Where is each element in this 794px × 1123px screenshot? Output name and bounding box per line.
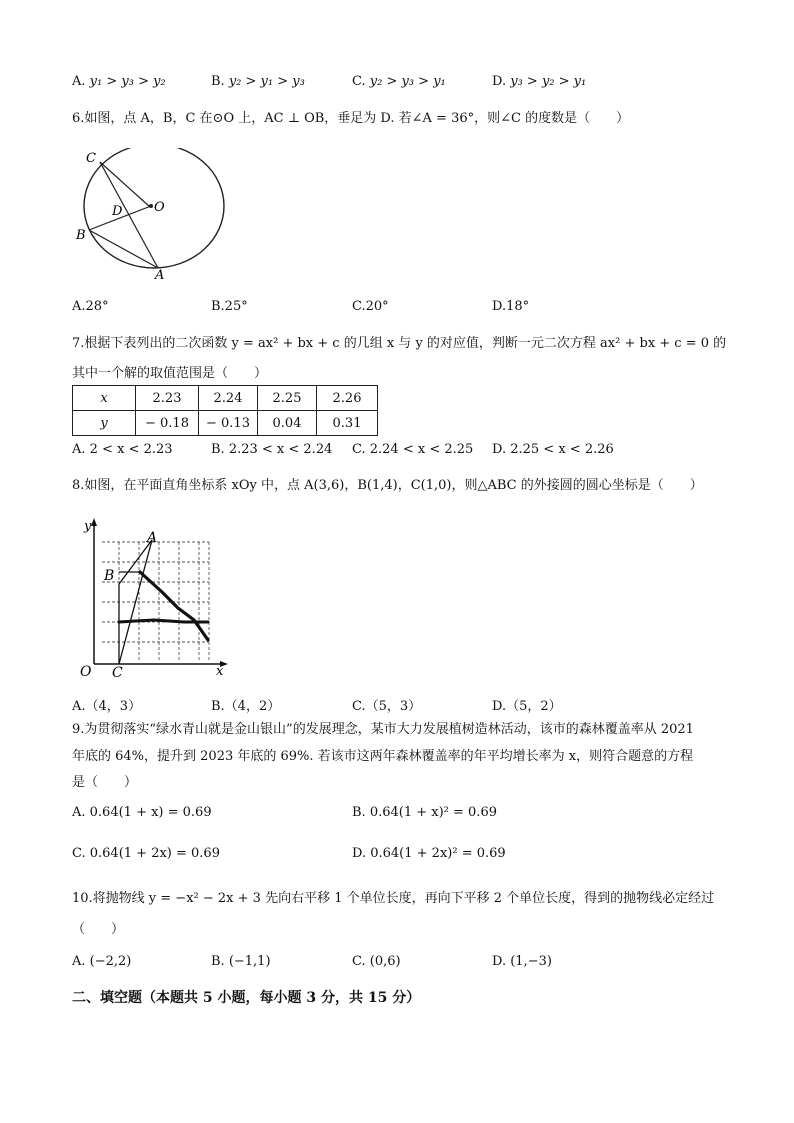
q10-option-a: A. (−2,2) [72, 954, 132, 969]
table-header-y: y [73, 411, 136, 436]
table-row-y [73, 411, 378, 436]
center-point [149, 204, 153, 208]
label-d: D [112, 204, 123, 219]
q9-stem-line3: 是（ ） [72, 775, 138, 790]
q8-option-b: B.（4，2） [211, 699, 281, 714]
table-cell: 0.04 [258, 411, 317, 436]
table-cell: − 0.18 [136, 411, 199, 436]
segment-cd [100, 162, 150, 207]
option-label: C. [352, 74, 366, 89]
q7-value-table [72, 385, 378, 436]
q6-option-b: B.25° [211, 299, 248, 314]
label-o: O [154, 200, 165, 215]
q8-grid-figure [74, 512, 234, 682]
label-o: O [80, 664, 92, 680]
q10-option-c: C. (0,6) [352, 954, 401, 969]
option-label: A. [72, 74, 86, 89]
q8-stem: 8.如图，在平面直角坐标系 xOy 中，点 A(3,6)，B(1,4)，C(1,0)，则△ABC 的外接圆的圆心坐标是（ ） [72, 478, 703, 493]
label-a: A [155, 268, 165, 283]
table-cell: 2.24 [199, 386, 258, 411]
q6-stem: 6.如图，点 A，B，C 在⊙O 上，AC ⊥ OB，垂足为 D. 若∠A = 36°，则∠C 的度数是（ ） [72, 111, 630, 126]
q10-option-b: B. (−1,1) [211, 954, 271, 969]
option-expr: y₁ > y₃ > y₂ [89, 74, 166, 89]
q8-option-c: C.（5，3） [352, 699, 422, 714]
option-expr: y₂ > y₃ > y₁ [369, 74, 446, 89]
q7-option-d: D. 2.25 < x < 2.26 [492, 442, 614, 457]
label-y: y [84, 519, 92, 534]
q9-option-d: D. 0.64(1 + 2x)² = 0.69 [352, 846, 506, 861]
table-header-x: x [73, 386, 136, 411]
label-c: C [86, 151, 96, 166]
table-cell: 0.31 [317, 411, 378, 436]
q6-circle-figure [72, 148, 232, 283]
q10-stem-line2: （ ） [72, 922, 125, 937]
q9-option-c: C. 0.64(1 + 2x) = 0.69 [72, 846, 220, 861]
q7-option-c: C. 2.24 < x < 2.25 [352, 442, 474, 457]
q7-option-a: A. 2 < x < 2.23 [72, 442, 173, 457]
table-cell: − 0.13 [199, 411, 258, 436]
y-axis-arrow [91, 518, 97, 526]
q9-option-a: A. 0.64(1 + x) = 0.69 [72, 805, 212, 820]
label-b: B [76, 228, 86, 243]
q9-stem-line1: 9.为贯彻落实“绿水青山就是金山银山”的发展理念，某市大力发展植树造林活动，该市的森林覆盖率从 2021 [72, 722, 694, 737]
q5-option-a [72, 74, 166, 89]
q8-option-a: A.（4，3） [72, 699, 142, 714]
q5-option-b [211, 74, 305, 89]
label-a: A [147, 530, 158, 546]
table-row-x [73, 386, 378, 411]
q7-stem-line1: 7.根据下表列出的二次函数 y = ax² + bx + c 的几组 x 与 y 的对应值，判断一元二次方程 ax² + bx + c = 0 的 [72, 336, 727, 351]
option-expr: y₃ > y₂ > y₁ [510, 74, 587, 89]
q6-option-c: C.20° [352, 299, 389, 314]
q5-option-d [492, 74, 586, 89]
dashed-grid [102, 542, 209, 662]
option-label: B. [211, 74, 225, 89]
table-cell: 2.26 [317, 386, 378, 411]
q7-stem-line2: 其中一个解的取值范围是（ ） [72, 366, 268, 381]
q5-option-c [352, 74, 446, 89]
label-c: C [112, 665, 123, 681]
q8-option-d: D.（5，2） [492, 699, 562, 714]
option-label: D. [492, 74, 507, 89]
label-b: B [104, 568, 115, 584]
q7-option-b: B. 2.23 < x < 2.24 [211, 442, 333, 457]
q6-option-d: D.18° [492, 299, 530, 314]
q6-option-a: A.28° [72, 299, 109, 314]
label-x: x [216, 664, 224, 679]
section-heading: 二、填空题（本题共 5 小题，每小题 3 分，共 15 分） [72, 990, 421, 1006]
q9-option-b: B. 0.64(1 + x)² = 0.69 [352, 805, 497, 820]
q10-option-d: D. (1,−3) [492, 954, 552, 969]
table-cell: 2.25 [258, 386, 317, 411]
table-cell: 2.23 [136, 386, 199, 411]
option-expr: y₂ > y₁ > y₃ [228, 74, 305, 89]
q10-stem-line1: 10.将抛物线 y = −x² − 2x + 3 先向右平移 1 个单位长度，再向下平移 2 个单位长度，得到的抛物线必定经过 [72, 891, 715, 906]
q9-stem-line2: 年底的 64%，提升到 2023 年底的 69%. 若该市这两年森林覆盖率的年平均增长率为 x，则符合题意的方程 [72, 749, 694, 764]
